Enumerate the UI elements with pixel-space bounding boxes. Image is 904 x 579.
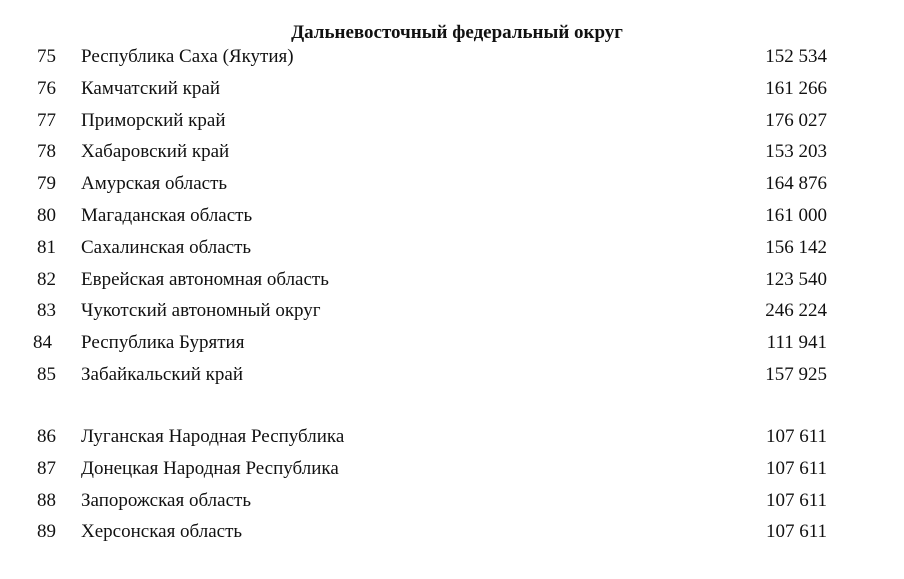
region-name: Республика Саха (Якутия) [81, 46, 294, 67]
row-number: 77 [37, 109, 56, 131]
region-name: Хабаровский край [81, 141, 230, 163]
row-number: 88 [37, 489, 56, 511]
region-value: 111 941 [766, 332, 827, 354]
region-name: Магаданская область [81, 204, 253, 226]
region-name: Забайкальский край [81, 363, 243, 385]
row-number: 83 [37, 300, 56, 322]
region-value: 152 534 [765, 46, 827, 67]
row-number: 78 [37, 141, 56, 163]
region-name: Амурская область [81, 173, 228, 195]
region-value: 107 611 [765, 426, 827, 447]
row-number: 89 [37, 521, 56, 543]
region-name: Республика Бурятия [81, 332, 245, 354]
region-name: Донецкая Народная Республика [81, 457, 339, 479]
table-row [0, 200, 904, 232]
region-value: 153 203 [765, 141, 827, 163]
region-value: 164 876 [765, 173, 827, 195]
row-number: 84 [33, 332, 52, 354]
table-row [0, 295, 904, 327]
region-value: 107 611 [765, 521, 827, 543]
region-value: 161 000 [765, 204, 827, 226]
table-row [0, 73, 904, 105]
table-group-far-east [0, 41, 904, 391]
region-value: 176 027 [765, 109, 827, 131]
region-value: 157 925 [765, 363, 827, 385]
table-row [0, 168, 904, 200]
table-row [0, 105, 904, 137]
region-name: Запорожская область [81, 489, 251, 511]
region-name: Камчатский край [81, 77, 220, 99]
row-number: 85 [37, 363, 56, 385]
table-row [0, 421, 904, 453]
row-number: 81 [37, 236, 56, 258]
table-row [0, 232, 904, 264]
table-row [0, 41, 904, 73]
row-number: 86 [37, 426, 56, 447]
table-row [0, 327, 904, 359]
region-name: Чукотский автономный округ [81, 300, 321, 322]
region-value: 246 224 [765, 300, 827, 322]
region-name: Херсонская область [81, 521, 243, 543]
row-number: 79 [37, 173, 56, 195]
table-row [0, 453, 904, 485]
table-row [0, 485, 904, 517]
table-row [0, 516, 904, 548]
region-name: Приморский край [81, 109, 226, 131]
region-value: 123 540 [765, 268, 827, 290]
row-number: 76 [37, 77, 56, 99]
row-number: 87 [37, 457, 56, 479]
table-row [0, 359, 904, 391]
region-value: 107 611 [765, 489, 827, 511]
region-value: 156 142 [765, 236, 827, 258]
table-group-new-regions [0, 421, 904, 548]
section-heading: Дальневосточный федеральный округ [291, 22, 623, 43]
row-number: 82 [37, 268, 56, 290]
row-number: 80 [37, 204, 56, 226]
region-name: Луганская Народная Республика [81, 426, 345, 447]
table-row [0, 136, 904, 168]
table-row [0, 264, 904, 296]
region-value: 107 611 [765, 457, 827, 479]
region-value: 161 266 [765, 77, 827, 99]
row-number: 75 [37, 46, 56, 67]
region-name: Еврейская автономная область [81, 268, 329, 290]
region-name: Сахалинская область [81, 236, 252, 258]
